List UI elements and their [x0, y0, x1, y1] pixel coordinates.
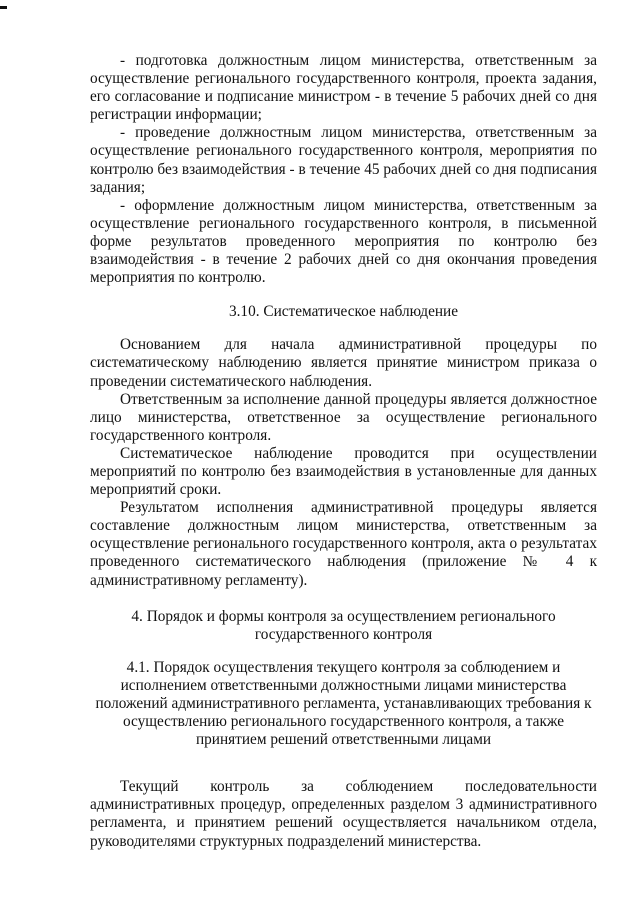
- section-4-1-title-line: 4.1. Порядок осуществления текущего контроля за соблюдением и: [126, 658, 561, 676]
- section-4-title: [90, 608, 597, 644]
- document-page: [90, 52, 597, 851]
- section-3-10-title: 3.10. Систематическое наблюдение: [228, 303, 459, 321]
- section-4-1-title: [90, 659, 597, 749]
- section-4-1-title-line: принятием решений ответственными лицами: [195, 731, 492, 749]
- paragraph-responsible: Ответственным за исполнение данной процедуры является должностное лицо министерства, ответственное за осуществление регионального государственного контроля.: [90, 390, 597, 444]
- paragraph-formalization: - оформление должностным лицом министерства, ответственным за осуществление регионального государственного контроля, в письменной форме результатов проведенного мероприятия по контролю без взаимодействия - в течение 2 рабочих дней со дня окончания проведения мероприятия по контролю.: [90, 196, 597, 287]
- paragraph-preparation: - подготовка должностным лицом министерства, ответственным за осуществление регионального государственного контроля, проекта задания, его согласование и подписание министром - в течение 5 рабочих дней со дня регистрации информации;: [90, 52, 597, 124]
- scan-corner-mark: [0, 6, 7, 9]
- paragraph-result: Результатом исполнения административной процедуры является составление должностным лицом министерства, ответственным за осуществление регионального государственного контроля, акта о результатах проведенного систематического наблюдения (приложение № 4 к административному регламенту).: [90, 499, 597, 589]
- paragraph-observation: Систематическое наблюдение проводится при осуществлении мероприятий по контролю без взаимодействия в установленные для данных мероприятий сроки.: [90, 444, 597, 499]
- paragraph-conducting: - проведение должностным лицом министерства, ответственным за осуществление регионального государственного контроля, мероприятия по контролю без взаимодействия - в течение 45 рабочих дней со дня подписания задания;: [90, 124, 597, 196]
- section-4-1-title-line: исполнением ответственными должностными лицами министерства: [120, 676, 567, 694]
- paragraph-current-control: Текущий контроль за соблюдением последовательности административных процедур, определенных разделом 3 административного регламента, и принятием решений осуществляется начальником отдела, руководителями структурных подразделений министерства.: [90, 778, 597, 850]
- section-4-1-title-line: осуществлению регионального государственного контроля, а также: [122, 713, 565, 731]
- section-4-title-line-1: 4. Порядок и формы контроля за осуществлением регионального: [131, 607, 556, 625]
- paragraph-basis: Основанием для начала административной процедуры по систематическому наблюдению является принятие министром приказа о проведении систематического наблюдения.: [90, 336, 597, 390]
- section-4-title-line-2: государственного контроля: [254, 625, 433, 643]
- section-4-1-title-line: положений административного регламента, устанавливающих требования к: [95, 695, 592, 712]
